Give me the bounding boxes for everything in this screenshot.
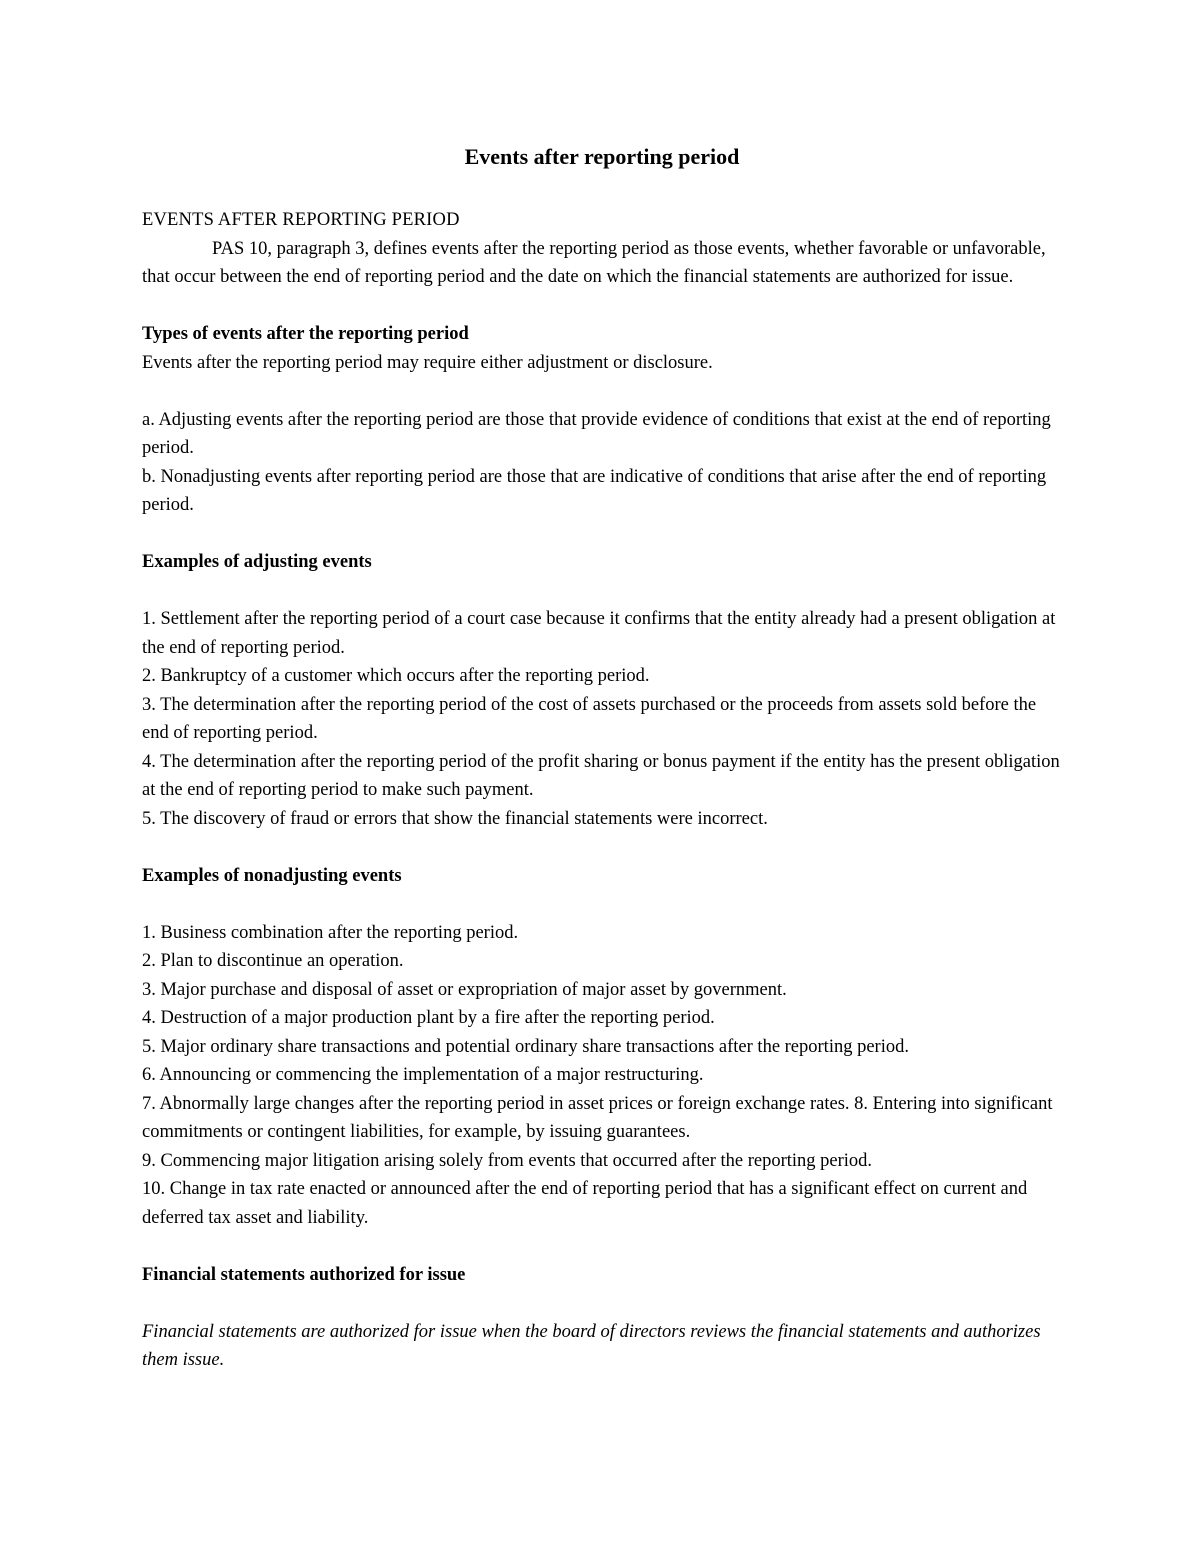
list-item: 4. Destruction of a major production plant by a fire after the reporting period. <box>142 1008 715 1028</box>
list-item: 3. The determination after the reporting period of the cost of assets purchased or the proceeds from assets sold before the end of reporting period. <box>142 694 1037 743</box>
list-item: 5. The discovery of fraud or errors that show the financial statements were incorrect. <box>142 808 768 829</box>
list-item: 2. Bankruptcy of a customer which occurs after the reporting period. <box>142 666 650 686</box>
document-page <box>142 140 1062 1375</box>
list-item: 1. Business combination after the reporting period. <box>142 922 519 943</box>
list-item: 4. The determination after the reporting period of the profit sharing or bonus payment if the entity has the present obligation at the end of reporting period to make such payment. <box>142 751 1060 800</box>
authorized-for-issue-paragraph: Financial statements are authorized for issue when the board of directors reviews the financial statements and authorizes them issue. <box>142 1321 1041 1370</box>
spacer <box>142 1289 1062 1318</box>
adjusting-examples-list <box>142 605 1062 833</box>
section-heading-adjusting-examples: Examples of adjusting events <box>142 552 372 572</box>
spacer <box>142 833 1062 862</box>
list-item: 1. Settlement after the reporting period of a court case because it confirms that the entity already had a present obligation at the end of reporting period. <box>142 609 1056 658</box>
spacer <box>142 292 1062 321</box>
spacer <box>142 577 1062 606</box>
list-item: 7. Abnormally large changes after the reporting period in asset prices or foreign exchange rates. 8. Entering into significant commitments or contingent liabilities, for example, by issuing guarantees. <box>142 1093 1053 1142</box>
list-item: 3. Major purchase and disposal of asset or expropriation of major asset by government. <box>142 979 787 1000</box>
type-item-adjusting: a. Adjusting events after the reporting period are those that provide evidence of conditions that exist at the end of reporting period. <box>142 409 1051 458</box>
spacer <box>142 890 1062 919</box>
types-intro-paragraph: Events after the reporting period may require either adjustment or disclosure. <box>142 352 713 373</box>
list-item: 6. Announcing or commencing the implementation of a major restructuring. <box>142 1065 704 1085</box>
spacer <box>142 377 1062 406</box>
document-title: Events after reporting period <box>464 144 740 169</box>
spacer <box>142 520 1062 549</box>
definition-paragraph: PAS 10, paragraph 3, defines events after the reporting period as those events, whether favorable or unfavorable, that occur between the end of reporting period and the date on which the financial statements are authorized for issue. <box>142 238 1046 287</box>
section-heading-nonadjusting-examples: Examples of nonadjusting events <box>142 865 402 886</box>
section-heading-events-after-reporting-period: EVENTS AFTER REPORTING PERIOD <box>142 210 460 230</box>
type-item-nonadjusting: b. Nonadjusting events after reporting period are those that are indicative of conditions that arise after the end of reporting period. <box>142 466 1047 515</box>
list-item: 5. Major ordinary share transactions and potential ordinary share transactions after the reporting period. <box>142 1036 909 1057</box>
list-item: 2. Plan to discontinue an operation. <box>142 951 404 971</box>
nonadjusting-examples-list <box>142 919 1062 1233</box>
section-heading-types-of-events: Types of events after the reporting period <box>142 324 469 344</box>
list-item: 9. Commencing major litigation arising solely from events that occurred after the reporting period. <box>142 1150 873 1171</box>
list-item: 10. Change in tax rate enacted or announced after the end of reporting period that has a significant effect on current and deferred tax asset and liability. <box>142 1179 1028 1228</box>
spacer <box>142 1232 1062 1261</box>
section-heading-authorized-for-issue: Financial statements authorized for issue <box>142 1264 466 1285</box>
